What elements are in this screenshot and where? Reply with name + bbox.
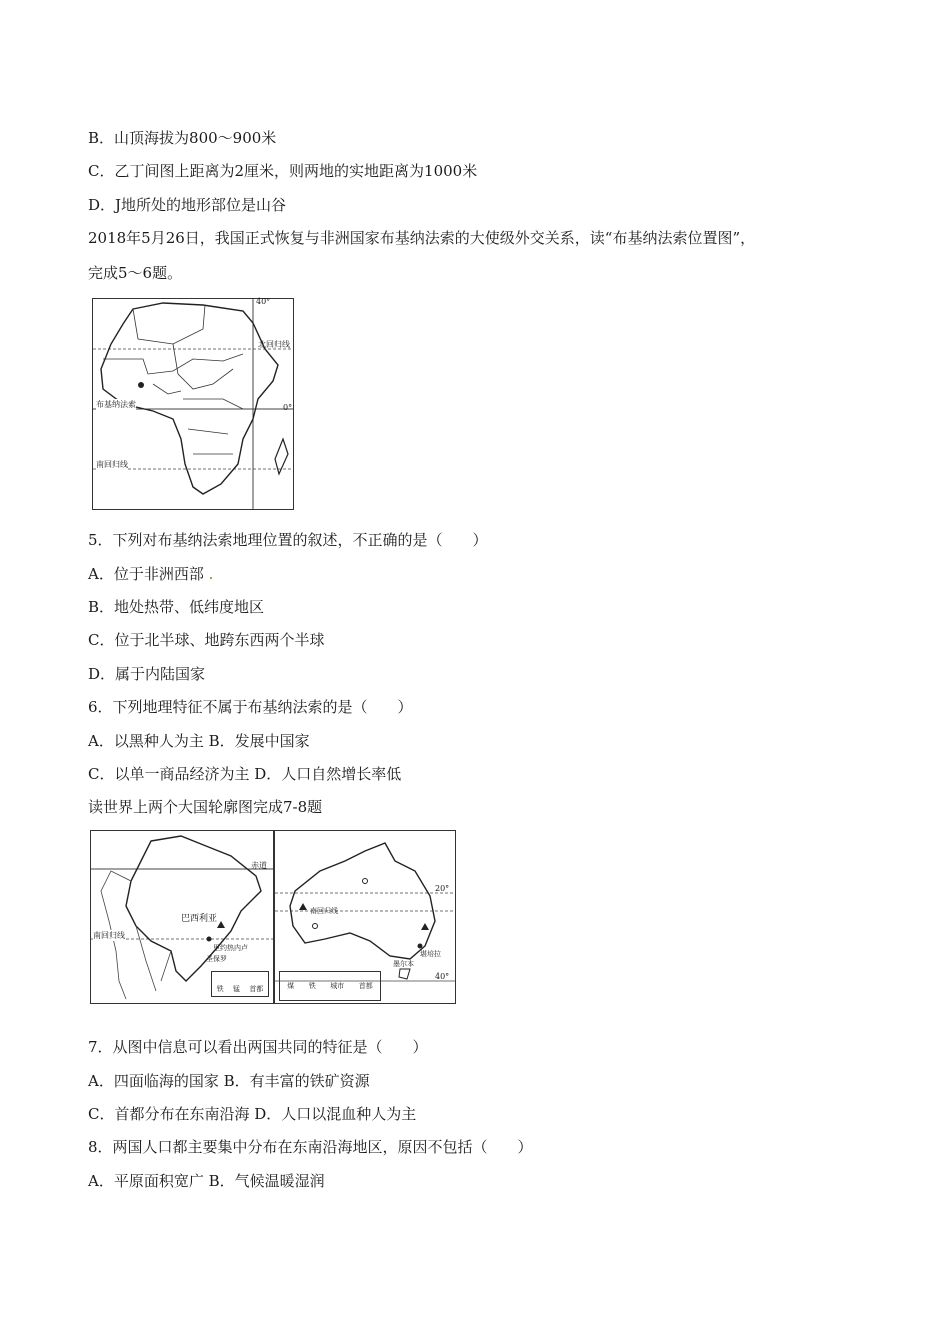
brazil-south-tropic-label: 南回归线 [93, 931, 125, 940]
question-5-option-b: B．地处热带、低纬度地区 [88, 598, 265, 616]
option-d-valley: D．J地所处的地形部位是山谷 [88, 196, 287, 214]
africa-country-label: 布基纳法索 [96, 400, 136, 409]
australia-legend [279, 971, 381, 1001]
africa-north-tropic-label: 北回归线 [258, 340, 290, 349]
australia-outline-map [274, 830, 456, 1004]
intro-questions-7-8: 读世界上两个大国轮廓图完成7-8题 [88, 798, 323, 816]
brazil-capital-label: 巴西利亚 [181, 914, 218, 924]
option-b-peak-altitude: B．山顶海拔为800～900米 [88, 129, 277, 147]
australia-tropic-label: 南回归线 [310, 907, 338, 915]
africa-equator-label: 0° [283, 403, 293, 412]
brazil-city-label: 里约热内卢 [213, 944, 248, 952]
brazil-outline-map [90, 830, 274, 1004]
question-8-options-ab: A．平原面积宽广 B．气候温暖湿润 [88, 1172, 325, 1190]
australia-legend-iron: 铁 [308, 982, 316, 990]
question-6-options-ab: A．以黑种人为主 B．发展中国家 [88, 732, 310, 750]
question-6: 6．下列地理特征不属于布基纳法索的是（ ） [88, 698, 413, 716]
australia-legend-coal: 煤 [287, 982, 295, 990]
question-8: 8．两国人口都主要集中分布在东南沿海地区，原因不包括（ ） [88, 1138, 533, 1156]
brazil-equator-label: 赤道 [251, 861, 267, 870]
question-5-option-a-text: A．位于非洲西部 [88, 565, 204, 583]
question-5-option-d: D．属于内陆国家 [88, 665, 206, 683]
brazil-legend-manganese: 锰 [232, 985, 240, 993]
africa-location-map [92, 298, 294, 510]
question-7-options-cd: C．首都分布在东南沿海 D．人口以混血种人为主 [88, 1105, 417, 1123]
brazil-city2-label: 圣保罗 [206, 955, 227, 963]
australia-lat-20-label: 20° [435, 884, 450, 893]
intro-complete-5-6: 完成5～6题。 [88, 264, 183, 282]
brazil-legend [211, 971, 269, 997]
option-c-distance: C．乙丁间图上距离为2厘米，则两地的实地距离为1000米 [88, 162, 478, 180]
australia-city2-label: 堪培拉 [420, 950, 441, 958]
australia-lat-40-label: 40° [435, 972, 450, 981]
stray-dot: . [208, 565, 214, 583]
question-5-option-c: C．位于北半球、地跨东西两个半球 [88, 631, 325, 649]
africa-lon-label: 40° [256, 297, 271, 306]
africa-south-tropic-label: 南回归线 [96, 460, 128, 469]
question-7: 7．从图中信息可以看出两国共同的特征是（ ） [88, 1038, 428, 1056]
question-6-options-cd: C．以单一商品经济为主 D．人口自然增长率低 [88, 765, 402, 783]
question-7-options-ab: A．四面临海的国家 B．有丰富的铁矿资源 [88, 1072, 370, 1090]
brazil-legend-iron: 铁 [216, 985, 224, 993]
brazil-legend-capital: 首都 [249, 985, 264, 993]
intro-burkina-faso: 2018年5月26日，我国正式恢复与非洲国家布基纳法索的大使级外交关系，读“布基纳法索位置图”， [88, 229, 756, 247]
australia-legend-city: 城市 [330, 982, 345, 990]
australia-city-label: 墨尔本 [393, 960, 414, 968]
question-5: 5．下列对布基纳法索地理位置的叙述，不正确的是（ ） [88, 531, 488, 549]
australia-legend-capital: 首都 [358, 982, 373, 990]
question-5-option-a [88, 564, 213, 584]
